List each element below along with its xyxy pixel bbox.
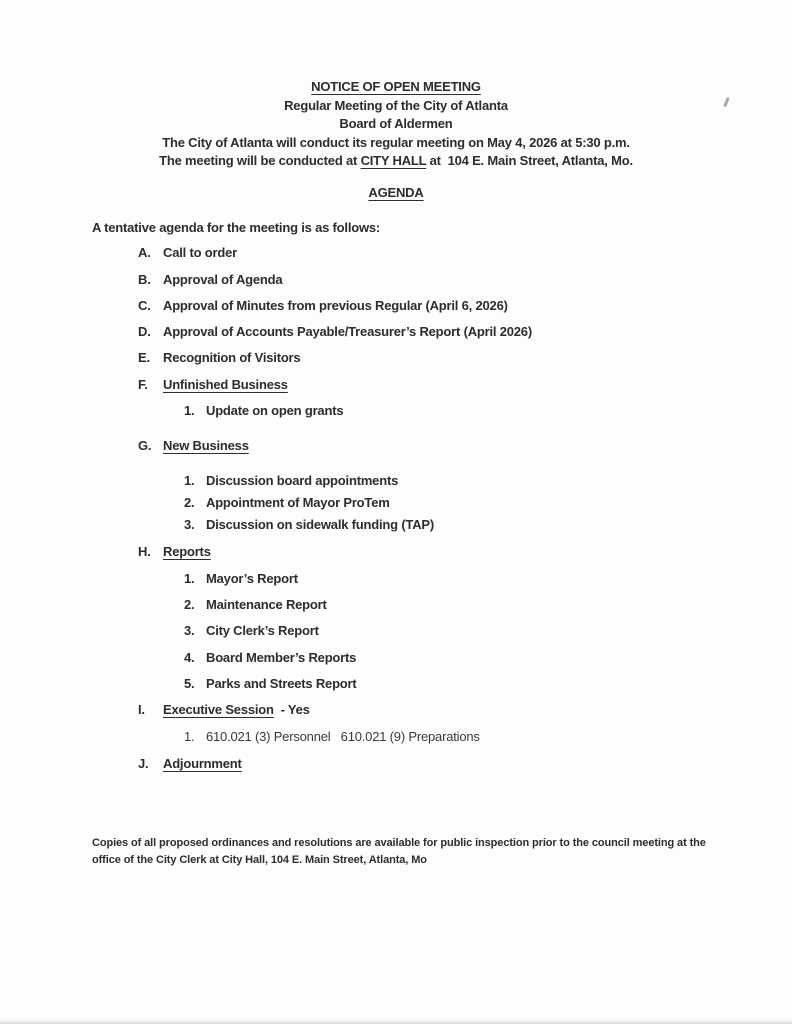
agenda-item-f xyxy=(138,376,792,394)
agenda-heading xyxy=(0,185,792,200)
agenda-subitem-h5 xyxy=(184,675,792,693)
item-marker: F. xyxy=(138,376,148,392)
meeting-location-line xyxy=(0,152,792,171)
executive-session-suffix: - Yes xyxy=(273,701,310,717)
item-marker: E. xyxy=(138,349,150,365)
item-text: Call to order xyxy=(163,244,237,260)
subitem-text: Mayor’s Report xyxy=(206,570,298,586)
notice-title xyxy=(0,78,792,97)
item-text: Adjournment xyxy=(163,755,242,771)
agenda-item-b xyxy=(138,271,792,289)
item-marker: J. xyxy=(138,755,149,771)
subitem-text: Board Member’s Reports xyxy=(206,649,357,665)
scan-bottom-edge xyxy=(0,1018,792,1024)
executive-session-underlined: Executive Session xyxy=(163,701,274,717)
agenda-intro: A tentative agenda for the meeting is as follows: xyxy=(92,219,381,235)
subitem-text: Parks and Streets Report xyxy=(206,675,357,691)
meeting-datetime-line: The City of Atlanta will conduct its regular meeting on May 4, 2026 at 5:30 p.m. xyxy=(162,134,630,150)
item-text: Reports xyxy=(163,543,211,559)
subitem-marker: 1. xyxy=(184,728,195,744)
item-marker: C. xyxy=(138,297,151,313)
item-text: Unfinished Business xyxy=(163,376,288,392)
agenda-subitem-h3 xyxy=(184,622,792,640)
subitem-text: Maintenance Report xyxy=(206,596,327,612)
item-marker: B. xyxy=(138,271,151,287)
agenda-subitem-h1 xyxy=(184,570,792,588)
subitem-marker: 5. xyxy=(184,675,195,691)
agenda-item-a xyxy=(138,244,792,262)
item-text xyxy=(163,701,310,719)
subitem-text: Discussion on sidewalk funding (TAP) xyxy=(206,516,435,532)
subitem-text: Appointment of Mayor ProTem xyxy=(206,494,390,510)
subitem-marker: 2. xyxy=(184,596,195,612)
agenda-subitem-f1 xyxy=(184,402,792,420)
subitem-marker: 4. xyxy=(184,649,195,665)
subitem-text: 610.021 (3) Personnel 610.021 (9) Preparations xyxy=(206,728,480,744)
agenda-item-e xyxy=(138,349,792,367)
location-line-pre: The meeting will be conducted at xyxy=(159,153,361,169)
subitem-marker: 2. xyxy=(184,494,195,510)
agenda-item-h xyxy=(138,543,792,561)
agenda-subitem-g1 xyxy=(184,472,792,490)
item-text: Recognition of Visitors xyxy=(163,349,301,365)
agenda-item-g xyxy=(138,437,792,455)
subitem-text: City Clerk’s Report xyxy=(206,622,319,638)
agenda-subitem-h4 xyxy=(184,649,792,667)
subitem-marker: 1. xyxy=(184,570,195,586)
subitem-marker: 3. xyxy=(184,622,195,638)
meeting-subtitle: Regular Meeting of the City of Atlanta xyxy=(284,97,508,113)
footer-note: Copies of all proposed ordinances and resolutions are available for public inspection prior to the council meeting at the office of the City Clerk at City Hall, 104 E. Main Street, Atlanta, Mo xyxy=(92,836,706,867)
agenda-subitem-g2 xyxy=(184,494,792,512)
agenda-item-j xyxy=(138,755,792,773)
board-subtitle: Board of Aldermen xyxy=(339,116,453,132)
subitem-marker: 1. xyxy=(184,402,195,418)
subitem-text: Discussion board appointments xyxy=(206,472,399,488)
agenda-item-c xyxy=(138,297,792,315)
item-text: Approval of Accounts Payable/Treasurer’s Report (April 2026) xyxy=(163,323,532,339)
agenda-subitem-i1 xyxy=(184,728,792,746)
city-hall-underlined: CITY HALL xyxy=(360,153,427,169)
item-marker: D. xyxy=(138,323,151,339)
location-line-post: at 104 E. Main Street, Atlanta, Mo. xyxy=(426,153,633,169)
item-text: Approval of Minutes from previous Regular (April 6, 2026) xyxy=(163,297,508,313)
item-marker: G. xyxy=(138,437,152,453)
item-marker: H. xyxy=(138,543,151,559)
subitem-marker: 3. xyxy=(184,516,195,532)
agenda-heading-text: AGENDA xyxy=(368,184,424,200)
item-marker: A. xyxy=(138,244,151,260)
item-text: Approval of Agenda xyxy=(163,271,283,287)
agenda-subitem-g3 xyxy=(184,516,792,534)
document-header xyxy=(0,0,792,171)
item-text: New Business xyxy=(163,437,249,453)
agenda-subitem-h2 xyxy=(184,596,792,614)
agenda-item-i xyxy=(138,701,792,719)
agenda-item-d xyxy=(138,323,792,341)
subitem-marker: 1. xyxy=(184,472,195,488)
notice-title-text: NOTICE OF OPEN MEETING xyxy=(311,79,481,94)
item-marker: I. xyxy=(138,701,145,717)
subitem-text: Update on open grants xyxy=(206,402,344,418)
